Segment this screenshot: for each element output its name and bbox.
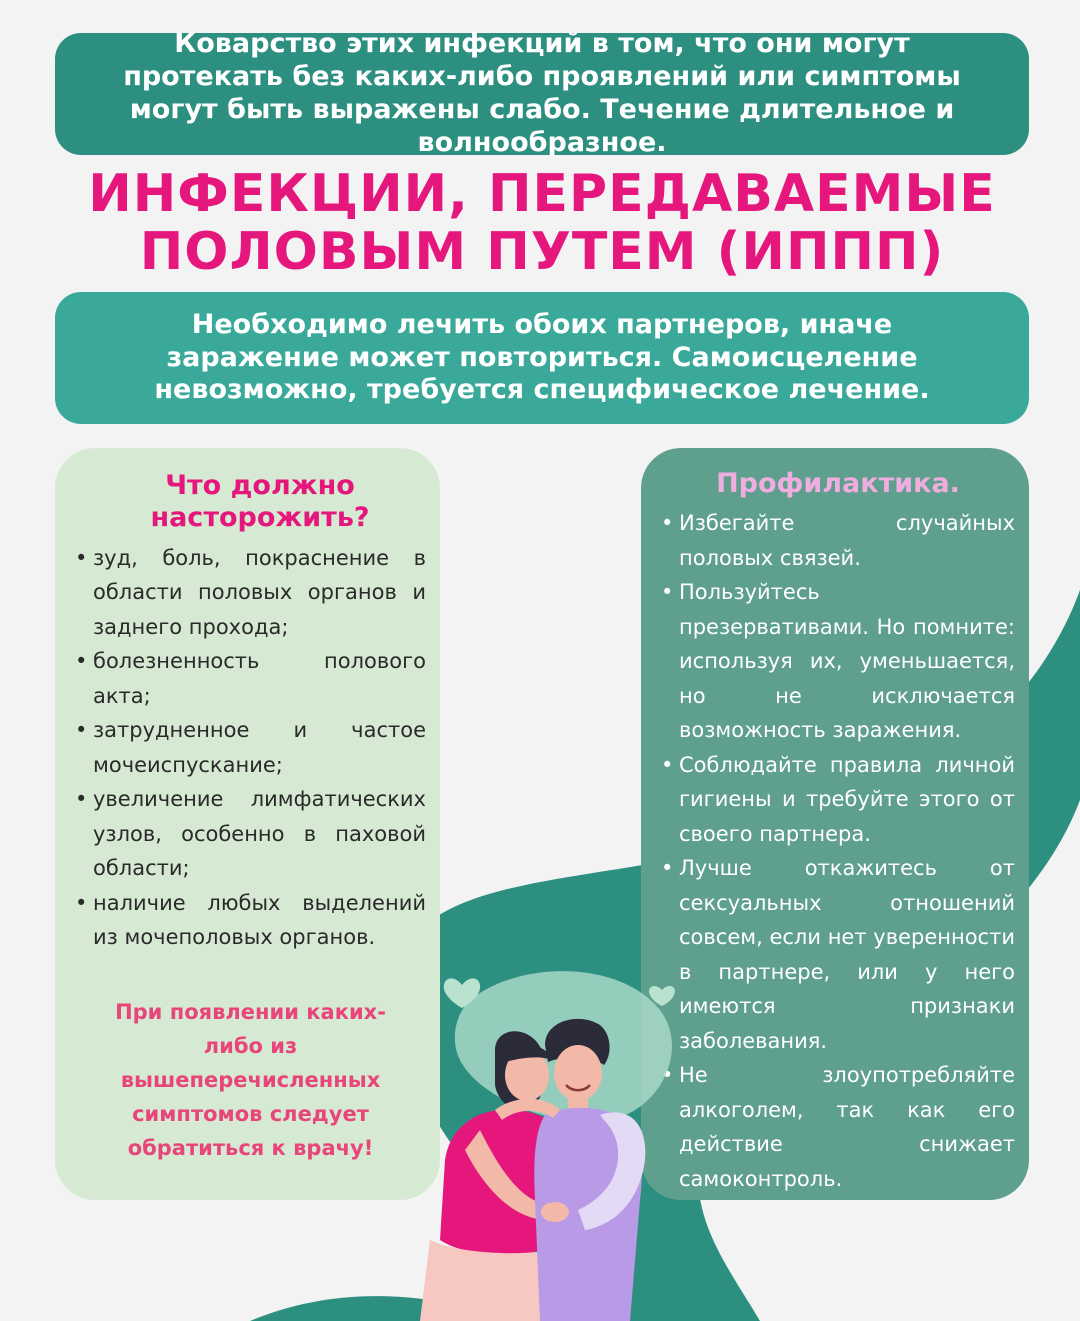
treatment-banner-text: Необходимо лечить обоих партнеров, иначе заражение может повториться. Самоисцеление невозможно, требуется специфическое лечение. (154, 308, 930, 406)
list-item: • болезненность полового акта; (75, 644, 426, 713)
list-item: • затрудненное и частое мочеиспускание; (75, 713, 426, 782)
symptoms-list (75, 541, 426, 955)
top-banner-text: Коварство этих инфекций в том, что они могут протекать без каких-либо проявлений или симптомы могут быть выражены слабо. Течение длительное и волнообразное. (123, 28, 961, 158)
page-title-line2: ПОЛОВЫМ ПУТЕМ (ИППП) (139, 222, 945, 283)
list-item: • Лучше откажитесь от сексуальных отношений совсем, если нет уверенности в партнере, или у него имеются признаки заболевания. (661, 851, 1015, 1058)
list-item: • зуд, боль, покраснение в области половых органов и заднего прохода; (75, 541, 426, 645)
list-item: • Не злоупотребляйте алкоголем, так как его действие снижает самоконтроль. (661, 1058, 1015, 1196)
page-title-line1: ИНФЕКЦИИ, ПЕРЕДАВАЕМЫЕ (88, 164, 996, 224)
list-item: • Соблюдайте правила личной гигиены и требуйте этого от своего партнера. (661, 748, 1015, 852)
prevention-title: Профилактика. (716, 468, 960, 499)
symptoms-card (55, 448, 440, 1200)
list-item: • увеличение лимфатических узлов, особенно в паховой области; (75, 782, 426, 886)
page-title (55, 165, 1029, 281)
symptoms-title: Что должно насторожить? (150, 470, 370, 534)
list-item: • наличие любых выделений из мочеполовых органов. (75, 886, 426, 955)
list-item: • Избегайте случайных половых связей. (661, 506, 1015, 575)
top-banner (55, 28, 1029, 158)
doctor-warning: При появлении каких-либо из вышеперечисленных симптомов следует обратиться к врачу! (115, 999, 386, 1160)
prevention-card (641, 448, 1029, 1200)
list-item: • Пользуйтесь презервативами. Но помните: используя их, уменьшается, но не исключается возможность заражения. (661, 575, 1015, 748)
prevention-list (661, 506, 1015, 1196)
treatment-banner (55, 292, 1029, 424)
